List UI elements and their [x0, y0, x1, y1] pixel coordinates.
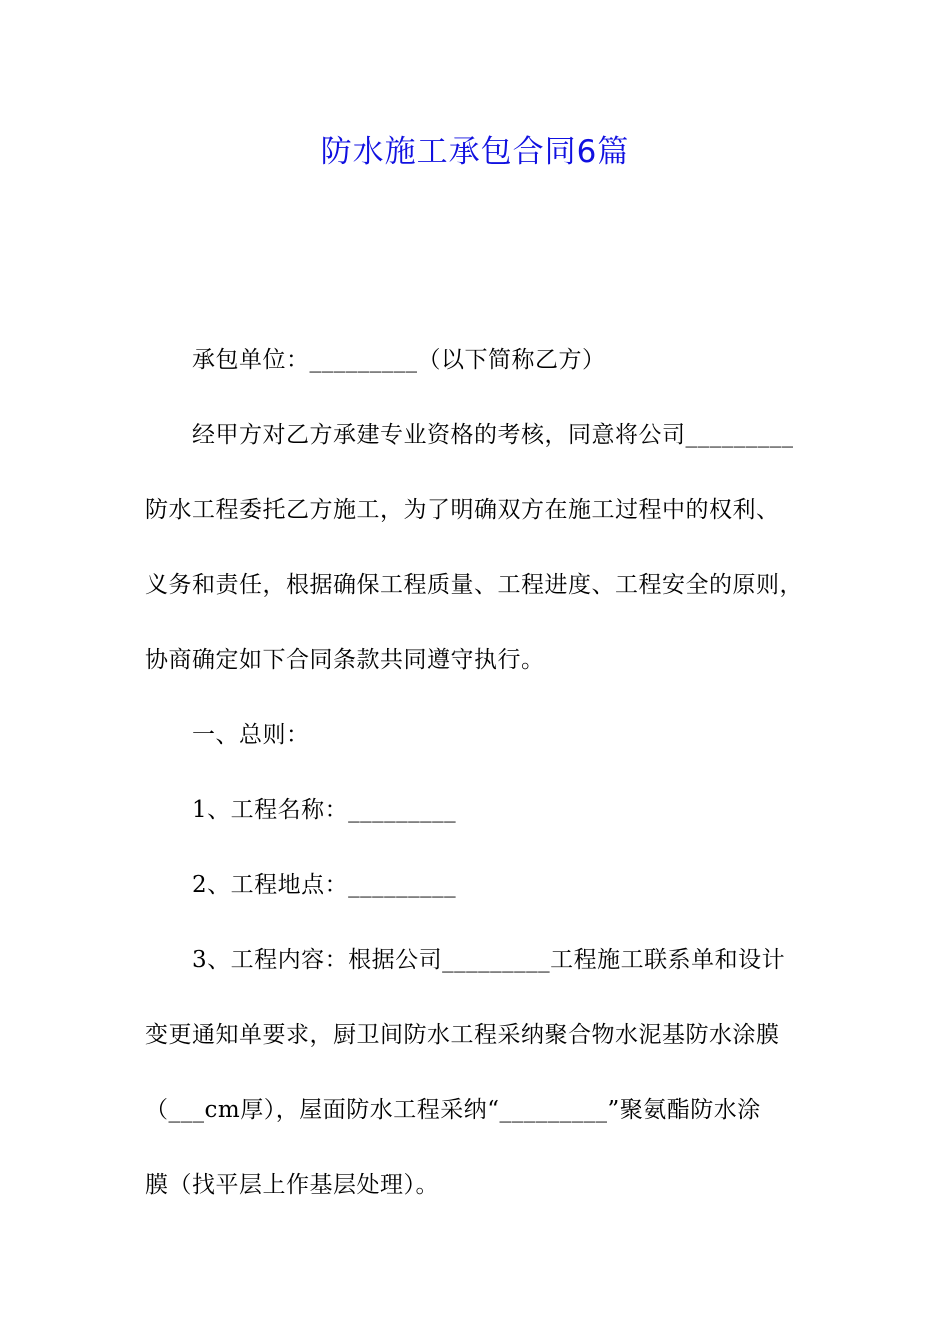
paragraph-line: 膜（找平层上作基层处理）。	[145, 1172, 439, 1198]
paragraph-line: 变更通知单要求，厨卫间防水工程采纳聚合物水泥基防水涂膜	[145, 1022, 780, 1048]
paragraph-line: 经甲方对乙方承建专业资格的考核，同意将公司_________	[192, 422, 794, 448]
contractor-line: 承包单位：_________（以下简称乙方）	[192, 347, 606, 373]
document-title: 防水施工承包合同6篇	[320, 134, 630, 170]
project-location-line: 2、工程地点：_________	[192, 872, 457, 898]
section-heading: 一、总则：	[192, 722, 310, 748]
paragraph-line: 义务和责任，根据确保工程质量、工程进度、工程安全的原则，	[145, 572, 803, 598]
project-content-line: 3、工程内容：根据公司_________工程施工联系单和设计	[192, 947, 786, 973]
paragraph-line: （___cm厚），屋面防水工程采纳“_________”聚氨酯防水涂	[145, 1097, 761, 1123]
paragraph-line: 协商确定如下合同条款共同遵守执行。	[145, 647, 545, 673]
project-name-line: 1、工程名称：_________	[192, 797, 457, 823]
paragraph-line: 防水工程委托乙方施工，为了明确双方在施工过程中的权利、	[145, 497, 780, 523]
